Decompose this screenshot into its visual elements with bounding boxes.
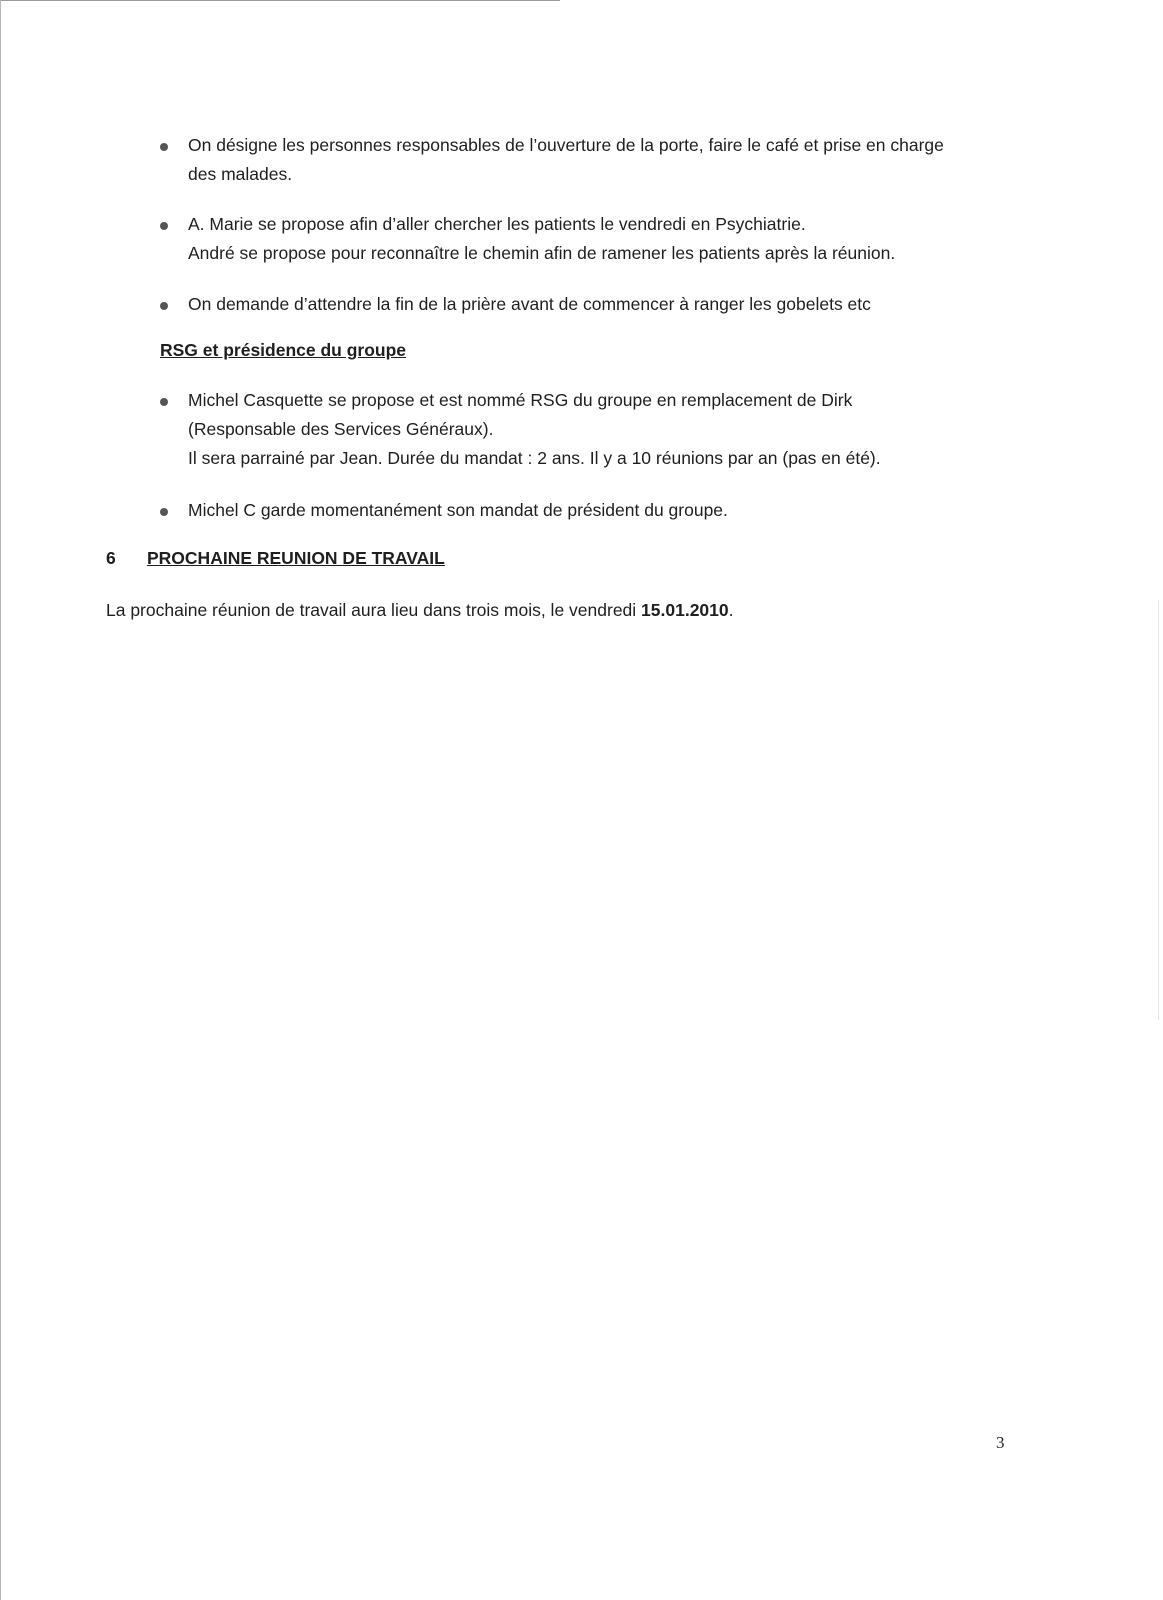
paragraph-suffix: . <box>728 600 734 620</box>
bullet-item-psychiatry <box>160 210 895 268</box>
section-heading <box>106 548 445 569</box>
text-line: On désigne les personnes responsables de l’ouverture de la porte, faire le café et prise en charge <box>188 135 944 155</box>
text-line: A. Marie se propose afin d’aller chercher les patients le vendredi en Psychiatrie. <box>188 214 806 234</box>
text-line: André se propose pour reconnaître le chemin afin de ramener les patients après la réunion. <box>188 243 896 263</box>
bullet-item-president <box>160 496 728 525</box>
paragraph-text: La prochaine réunion de travail aura lieu dans trois mois, le vendredi <box>106 600 642 620</box>
text-line: Il sera parrainé par Jean. Durée du mandat : 2 ans. Il y a 10 réunions par an (pas en été). <box>188 448 881 468</box>
next-meeting-paragraph <box>106 600 734 621</box>
text-line: (Responsable des Services Généraux). <box>188 419 494 439</box>
section-number: 6 <box>106 548 116 568</box>
text-line: des malades. <box>188 164 293 184</box>
meeting-date: 15.01.2010 <box>641 600 729 620</box>
text-line: On demande d’attendre la fin de la prière avant de commencer à ranger les gobelets etc <box>188 294 871 314</box>
text-line: Michel C garde momentanément son mandat de président du groupe. <box>188 500 728 520</box>
section-title: PROCHAINE REUNION DE TRAVAIL <box>147 548 445 568</box>
bullet-dot-icon <box>160 222 168 230</box>
bullet-item-volunteers <box>160 131 944 189</box>
bullet-item-prayer <box>160 290 871 319</box>
bullet-dot-icon <box>160 508 168 516</box>
subheading-rsg: RSG et présidence du groupe <box>160 340 407 360</box>
text-line: Michel Casquette se propose et est nommé RSG du groupe en remplacement de Dirk <box>188 390 853 410</box>
bullet-dot-icon <box>160 302 168 310</box>
bullet-dot-icon <box>160 398 168 406</box>
bullet-item-rsg <box>160 386 881 473</box>
bullet-dot-icon <box>160 143 168 151</box>
page-number: 3 <box>996 1433 1005 1452</box>
